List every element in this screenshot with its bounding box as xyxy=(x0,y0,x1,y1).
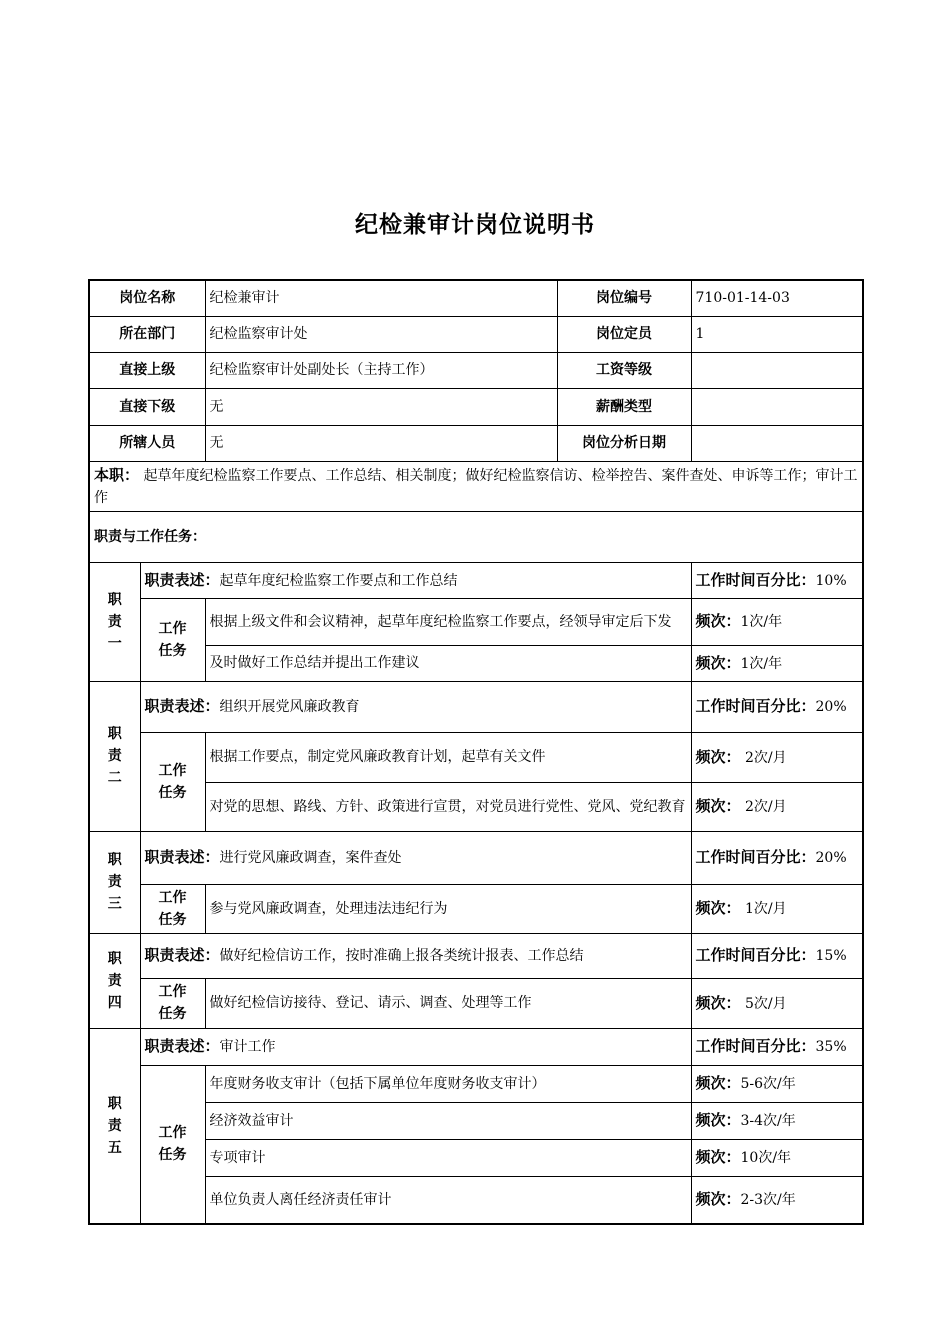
task-label: 工作 任务 xyxy=(140,598,205,681)
info-row xyxy=(89,352,863,388)
task-freq: 频次：3-4次/年 xyxy=(691,1102,863,1139)
quota-label: 岗位定员 xyxy=(557,316,691,352)
task-text: 做好纪检信访接待、登记、请示、调查、处理等工作 xyxy=(205,978,691,1028)
resp-percent: 工作时间百分比：20% xyxy=(691,831,863,884)
task-label: 工作 任务 xyxy=(140,1065,205,1224)
info-row xyxy=(89,425,863,461)
job-description-table xyxy=(88,279,864,1225)
task-text: 年度财务收支审计（包括下属单位年度财务收支审计） xyxy=(205,1065,691,1102)
page-title: 纪检兼审计岗位说明书 xyxy=(355,212,595,238)
task-row xyxy=(89,732,863,782)
wage-label: 工资等级 xyxy=(557,352,691,388)
section-heading: 职责与工作任务： xyxy=(89,511,863,562)
duty-row xyxy=(89,461,863,511)
pay-type-value xyxy=(691,388,863,425)
task-freq: 频次： 1次/月 xyxy=(691,884,863,933)
task-row xyxy=(89,1065,863,1102)
task-text: 根据上级文件和会议精神，起草年度纪检监察工作要点，经领导审定后下发 xyxy=(205,598,691,645)
task-row xyxy=(89,978,863,1028)
task-text: 及时做好工作总结并提出工作建议 xyxy=(205,645,691,681)
post-name-value: 纪检兼审计 xyxy=(205,280,557,316)
info-row xyxy=(89,280,863,316)
resp-percent: 工作时间百分比：15% xyxy=(691,933,863,978)
resp-desc-row xyxy=(89,933,863,978)
pay-type-label: 薪酬类型 xyxy=(557,388,691,425)
info-row xyxy=(89,316,863,352)
resp-desc: 职责表述：审计工作 xyxy=(140,1028,691,1065)
dept-label: 所在部门 xyxy=(89,316,205,352)
post-code-value: 710-01-14-03 xyxy=(691,280,863,316)
superior-label: 直接上级 xyxy=(89,352,205,388)
resp-percent: 工作时间百分比：35% xyxy=(691,1028,863,1065)
task-label: 工作 任务 xyxy=(140,978,205,1028)
resp-percent: 工作时间百分比：20% xyxy=(691,681,863,732)
task-row xyxy=(89,1102,863,1139)
task-row xyxy=(89,645,863,681)
task-label: 工作 任务 xyxy=(140,732,205,831)
task-row xyxy=(89,598,863,645)
task-freq: 频次： 2次/月 xyxy=(691,782,863,831)
task-freq: 频次： 5次/月 xyxy=(691,978,863,1028)
resp-desc: 职责表述：做好纪检信访工作，按时准确上报各类统计报表、工作总结 xyxy=(140,933,691,978)
duty-label: 本职： xyxy=(94,465,140,484)
task-freq: 频次：10次/年 xyxy=(691,1139,863,1176)
task-text: 经济效益审计 xyxy=(205,1102,691,1139)
resp-name: 职 责 二 xyxy=(89,681,140,831)
analysis-date-label: 岗位分析日期 xyxy=(557,425,691,461)
staff-value: 无 xyxy=(205,425,557,461)
dept-value: 纪检监察审计处 xyxy=(205,316,557,352)
resp-desc-row xyxy=(89,831,863,884)
task-row xyxy=(89,1176,863,1224)
task-text: 单位负责人离任经济责任审计 xyxy=(205,1176,691,1224)
subordinate-label: 直接下级 xyxy=(89,388,205,425)
duty-text: 起草年度纪检监察工作要点、工作总结、相关制度；做好纪检监察信访、检举控告、案件查处、申诉等工作；审计工作 xyxy=(94,467,858,506)
task-text: 对党的思想、路线、方针、政策进行宣贯，对党员进行党性、党风、党纪教育 xyxy=(205,782,691,831)
resp-desc: 职责表述：进行党风廉政调查，案件查处 xyxy=(140,831,691,884)
task-text: 专项审计 xyxy=(205,1139,691,1176)
resp-name: 职 责 四 xyxy=(89,933,140,1028)
subordinate-value: 无 xyxy=(205,388,557,425)
resp-name: 职 责 三 xyxy=(89,831,140,933)
section-row xyxy=(89,511,863,562)
resp-percent: 工作时间百分比：10% xyxy=(691,562,863,598)
resp-desc-row xyxy=(89,681,863,732)
resp-name: 职 责 五 xyxy=(89,1028,140,1224)
info-row xyxy=(89,388,863,425)
resp-desc: 职责表述：起草年度纪检监察工作要点和工作总结 xyxy=(140,562,691,598)
post-name-label: 岗位名称 xyxy=(89,280,205,316)
wage-value xyxy=(691,352,863,388)
analysis-date-value xyxy=(691,425,863,461)
task-freq: 频次：1次/年 xyxy=(691,645,863,681)
task-row xyxy=(89,884,863,933)
post-code-label: 岗位编号 xyxy=(557,280,691,316)
task-freq: 频次：2-3次/年 xyxy=(691,1176,863,1224)
superior-value: 纪检监察审计处副处长（主持工作） xyxy=(205,352,557,388)
staff-label: 所辖人员 xyxy=(89,425,205,461)
task-row xyxy=(89,1139,863,1176)
task-label: 工作 任务 xyxy=(140,884,205,933)
resp-desc-row xyxy=(89,562,863,598)
resp-name: 职 责 一 xyxy=(89,562,140,681)
duty-cell xyxy=(89,461,863,511)
task-text: 根据工作要点，制定党风廉政教育计划，起草有关文件 xyxy=(205,732,691,782)
quota-value: 1 xyxy=(691,316,863,352)
task-freq: 频次：5-6次/年 xyxy=(691,1065,863,1102)
task-text: 参与党风廉政调查，处理违法违纪行为 xyxy=(205,884,691,933)
task-row xyxy=(89,782,863,831)
task-freq: 频次：1次/年 xyxy=(691,598,863,645)
resp-desc: 职责表述：组织开展党风廉政教育 xyxy=(140,681,691,732)
task-freq: 频次： 2次/月 xyxy=(691,732,863,782)
resp-desc-row xyxy=(89,1028,863,1065)
